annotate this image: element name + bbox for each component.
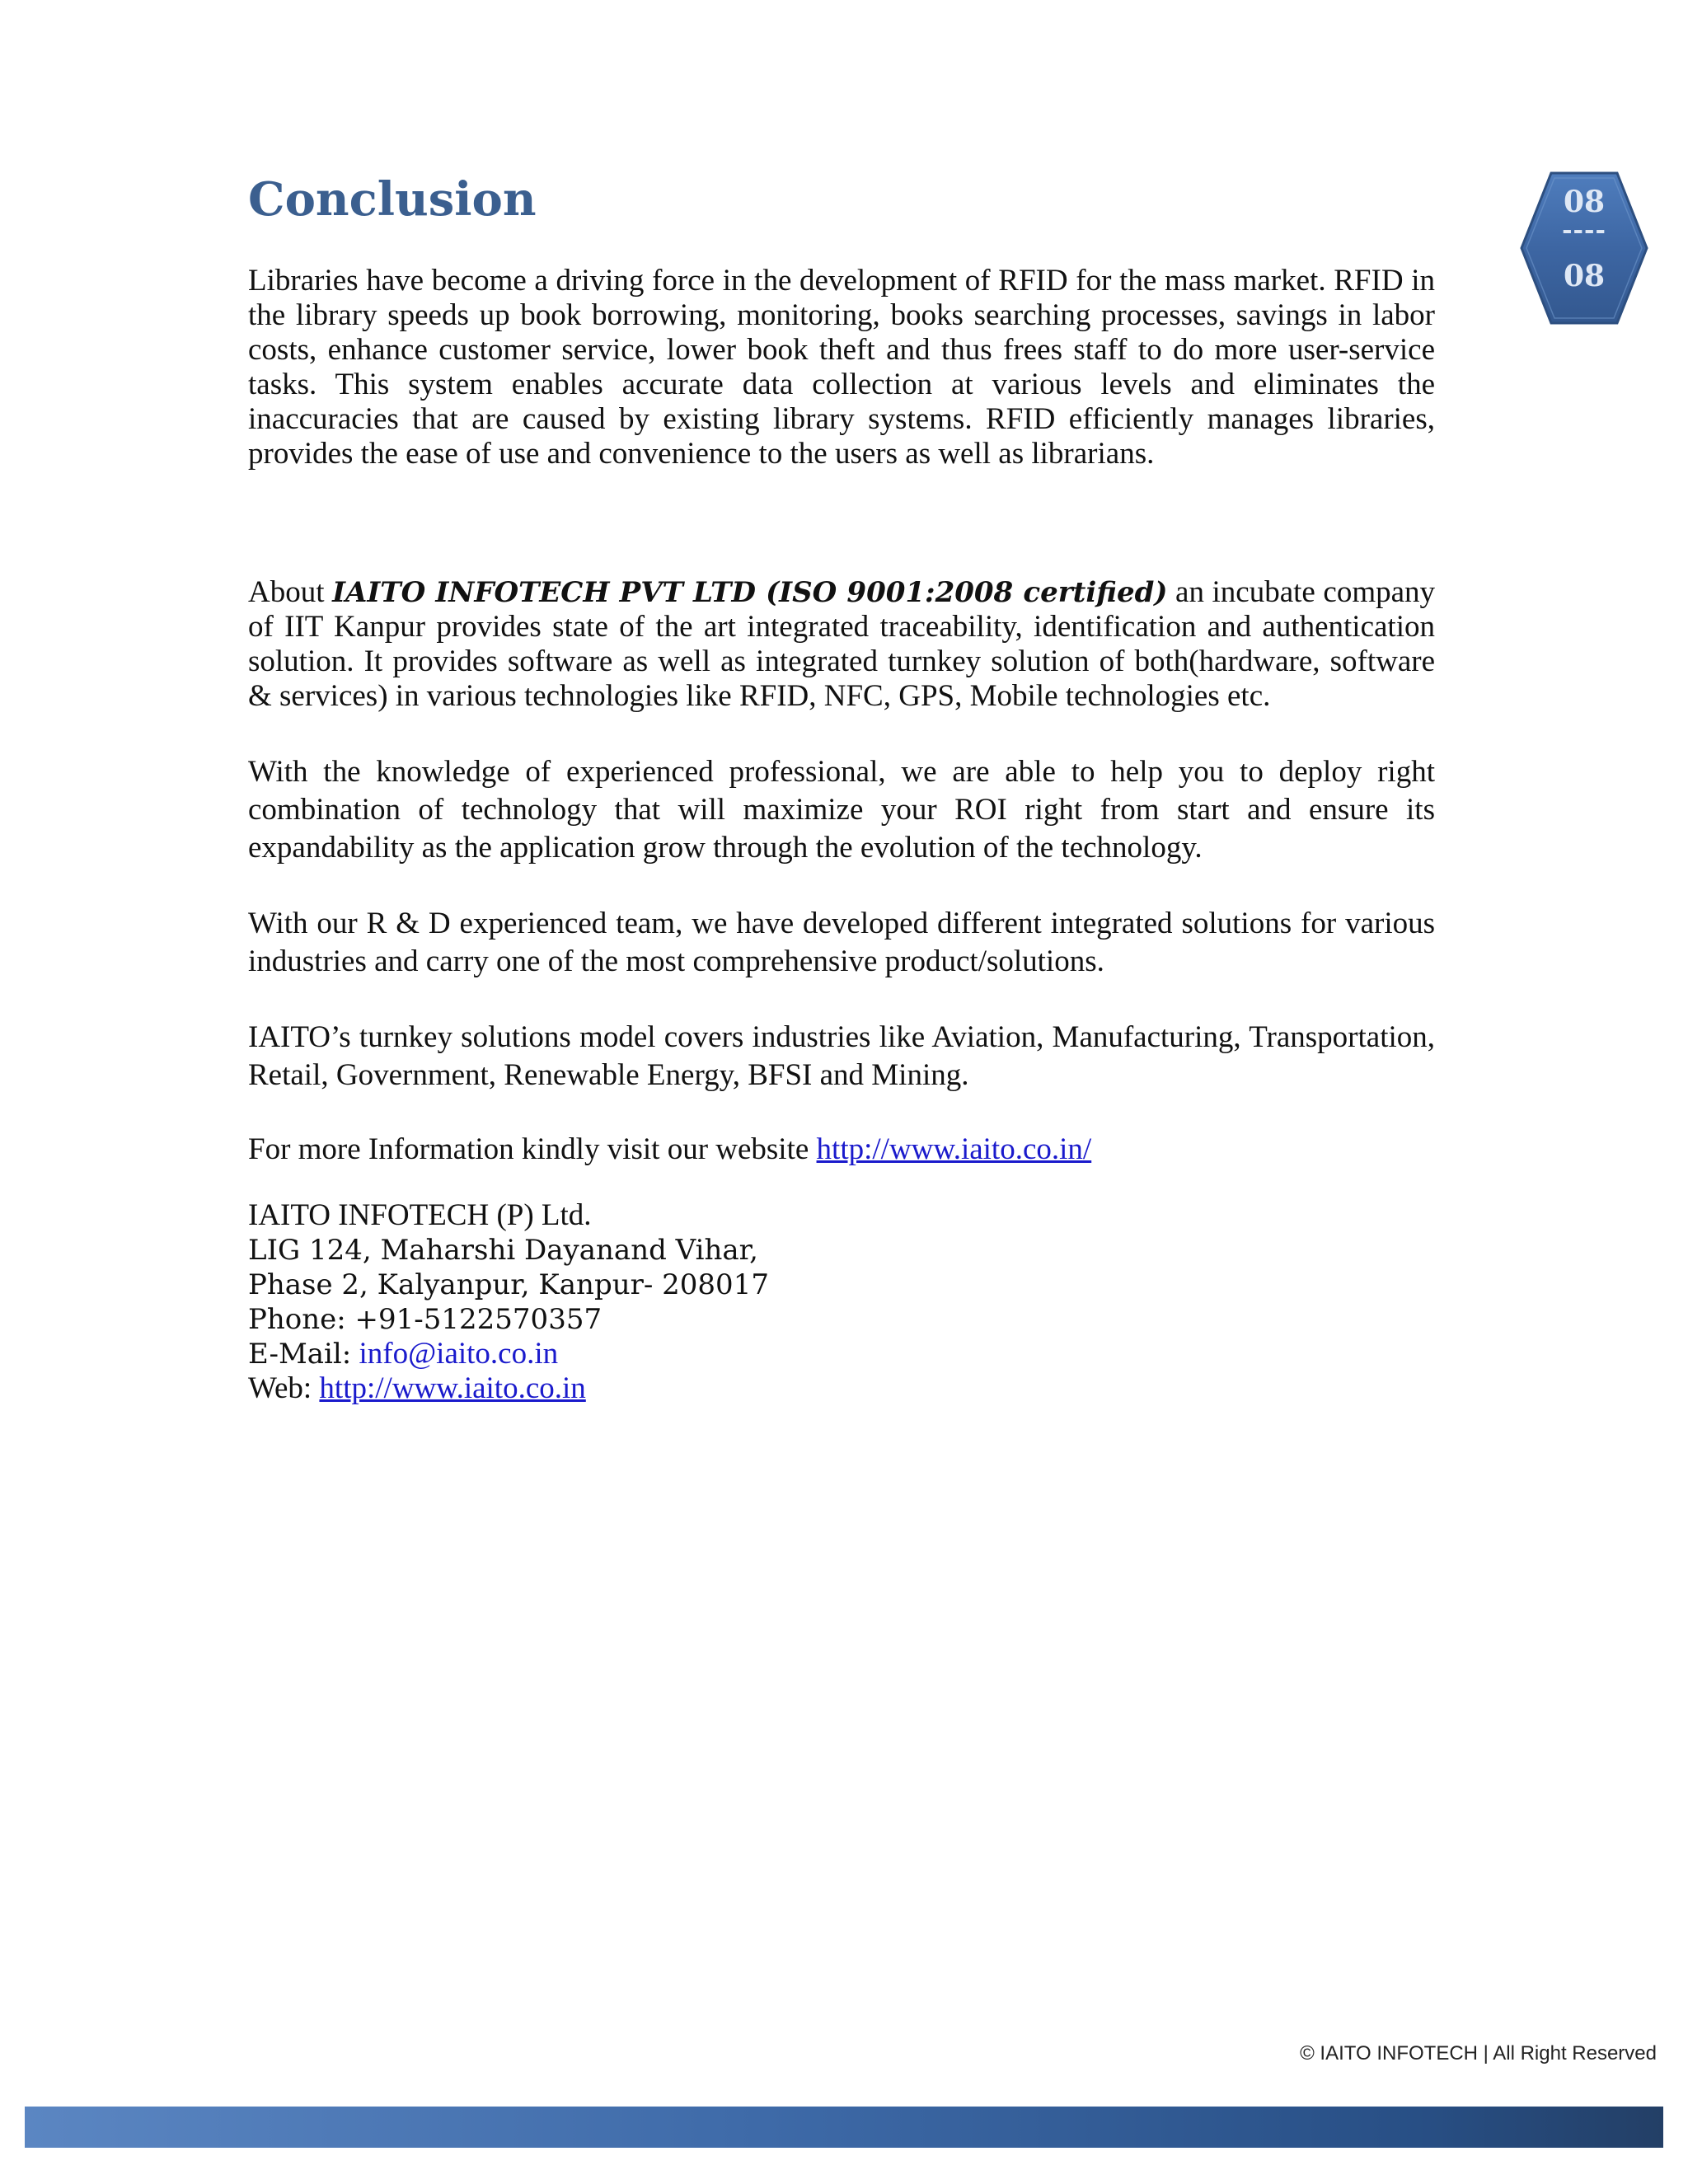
badge-total-pages: 08 bbox=[1563, 259, 1606, 293]
website-prompt: For more Information kindly visit our website bbox=[248, 1132, 809, 1166]
badge-separator: ---- bbox=[1562, 216, 1606, 245]
website-paragraph bbox=[248, 1132, 1435, 1167]
page-content bbox=[248, 165, 1435, 1406]
email-link[interactable]: info@iaito.co.in bbox=[359, 1337, 559, 1371]
page-title: Conclusion bbox=[248, 172, 537, 227]
about-description: an incubate company of IIT Kanpur provides state of the art integrated traceability, identification and authentication solution. It provides software as well as integrated turnkey solution of both(hardware, software & services) in various technologies like RFID, NFC, GPS, Mobile technologies etc. bbox=[248, 575, 1436, 713]
address-line-2: Phase 2, Kalyanpur, Kanpur- 208017 bbox=[248, 1268, 769, 1301]
turnkey-paragraph: IAITO’s turnkey solutions model covers industries like Aviation, Manufacturing, Transportation, Retail, Government, Renewable Energy, BFSI and Mining. bbox=[248, 1020, 1435, 1092]
website-link[interactable]: http://www.iaito.co.in/ bbox=[816, 1132, 1092, 1166]
footer-copyright: © IAITO INFOTECH | All Right Reserved bbox=[1300, 2042, 1657, 2064]
email-label: E-Mail: bbox=[248, 1338, 352, 1371]
badge-current-page: 08 bbox=[1563, 185, 1606, 219]
address-company: IAITO INFOTECH (P) Ltd. bbox=[248, 1198, 592, 1232]
web-link[interactable]: http://www.iaito.co.in bbox=[319, 1371, 586, 1405]
address-email-line bbox=[248, 1337, 1435, 1371]
knowledge-paragraph: With the knowledge of experienced professional, we are able to help you to deploy right combination of technology that will maximize your ROI right from start and ensure its expandability as the application grow through the evolution of the technology. bbox=[248, 755, 1435, 865]
address-web-line bbox=[248, 1371, 1435, 1406]
footer-bar bbox=[25, 2107, 1663, 2148]
rnd-paragraph: With our R & D experienced team, we have developed different integrated solutions for various industries and carry one of the most comprehensive product/solutions. bbox=[248, 907, 1435, 978]
page-number-badge bbox=[1518, 170, 1650, 326]
company-name-emphasis: IAITO INFOTECH PVT LTD (ISO 9001:2008 certified) bbox=[332, 576, 1168, 609]
web-label: Web: bbox=[248, 1371, 312, 1405]
about-paragraph bbox=[248, 575, 1435, 714]
address-line-1: LIG 124, Maharshi Dayanand Vihar, bbox=[248, 1234, 758, 1267]
address-phone: Phone: +91-5122570357 bbox=[248, 1303, 603, 1336]
contact-address bbox=[248, 1198, 1435, 1406]
conclusion-paragraph: Libraries have become a driving force in the development of RFID for the mass market. RFID in the library speeds up book borrowing, monitoring, books searching processes, savings in labor costs, enhance customer service, lower book theft and thus frees staff to do more user-service tasks. This system enables accurate data collection at various levels and eliminates the inaccuracies that are caused by existing library systems. RFID efficiently manages libraries, provides the ease of use and convenience to the users as well as librarians. bbox=[248, 264, 1435, 471]
about-prefix: About bbox=[248, 575, 325, 609]
